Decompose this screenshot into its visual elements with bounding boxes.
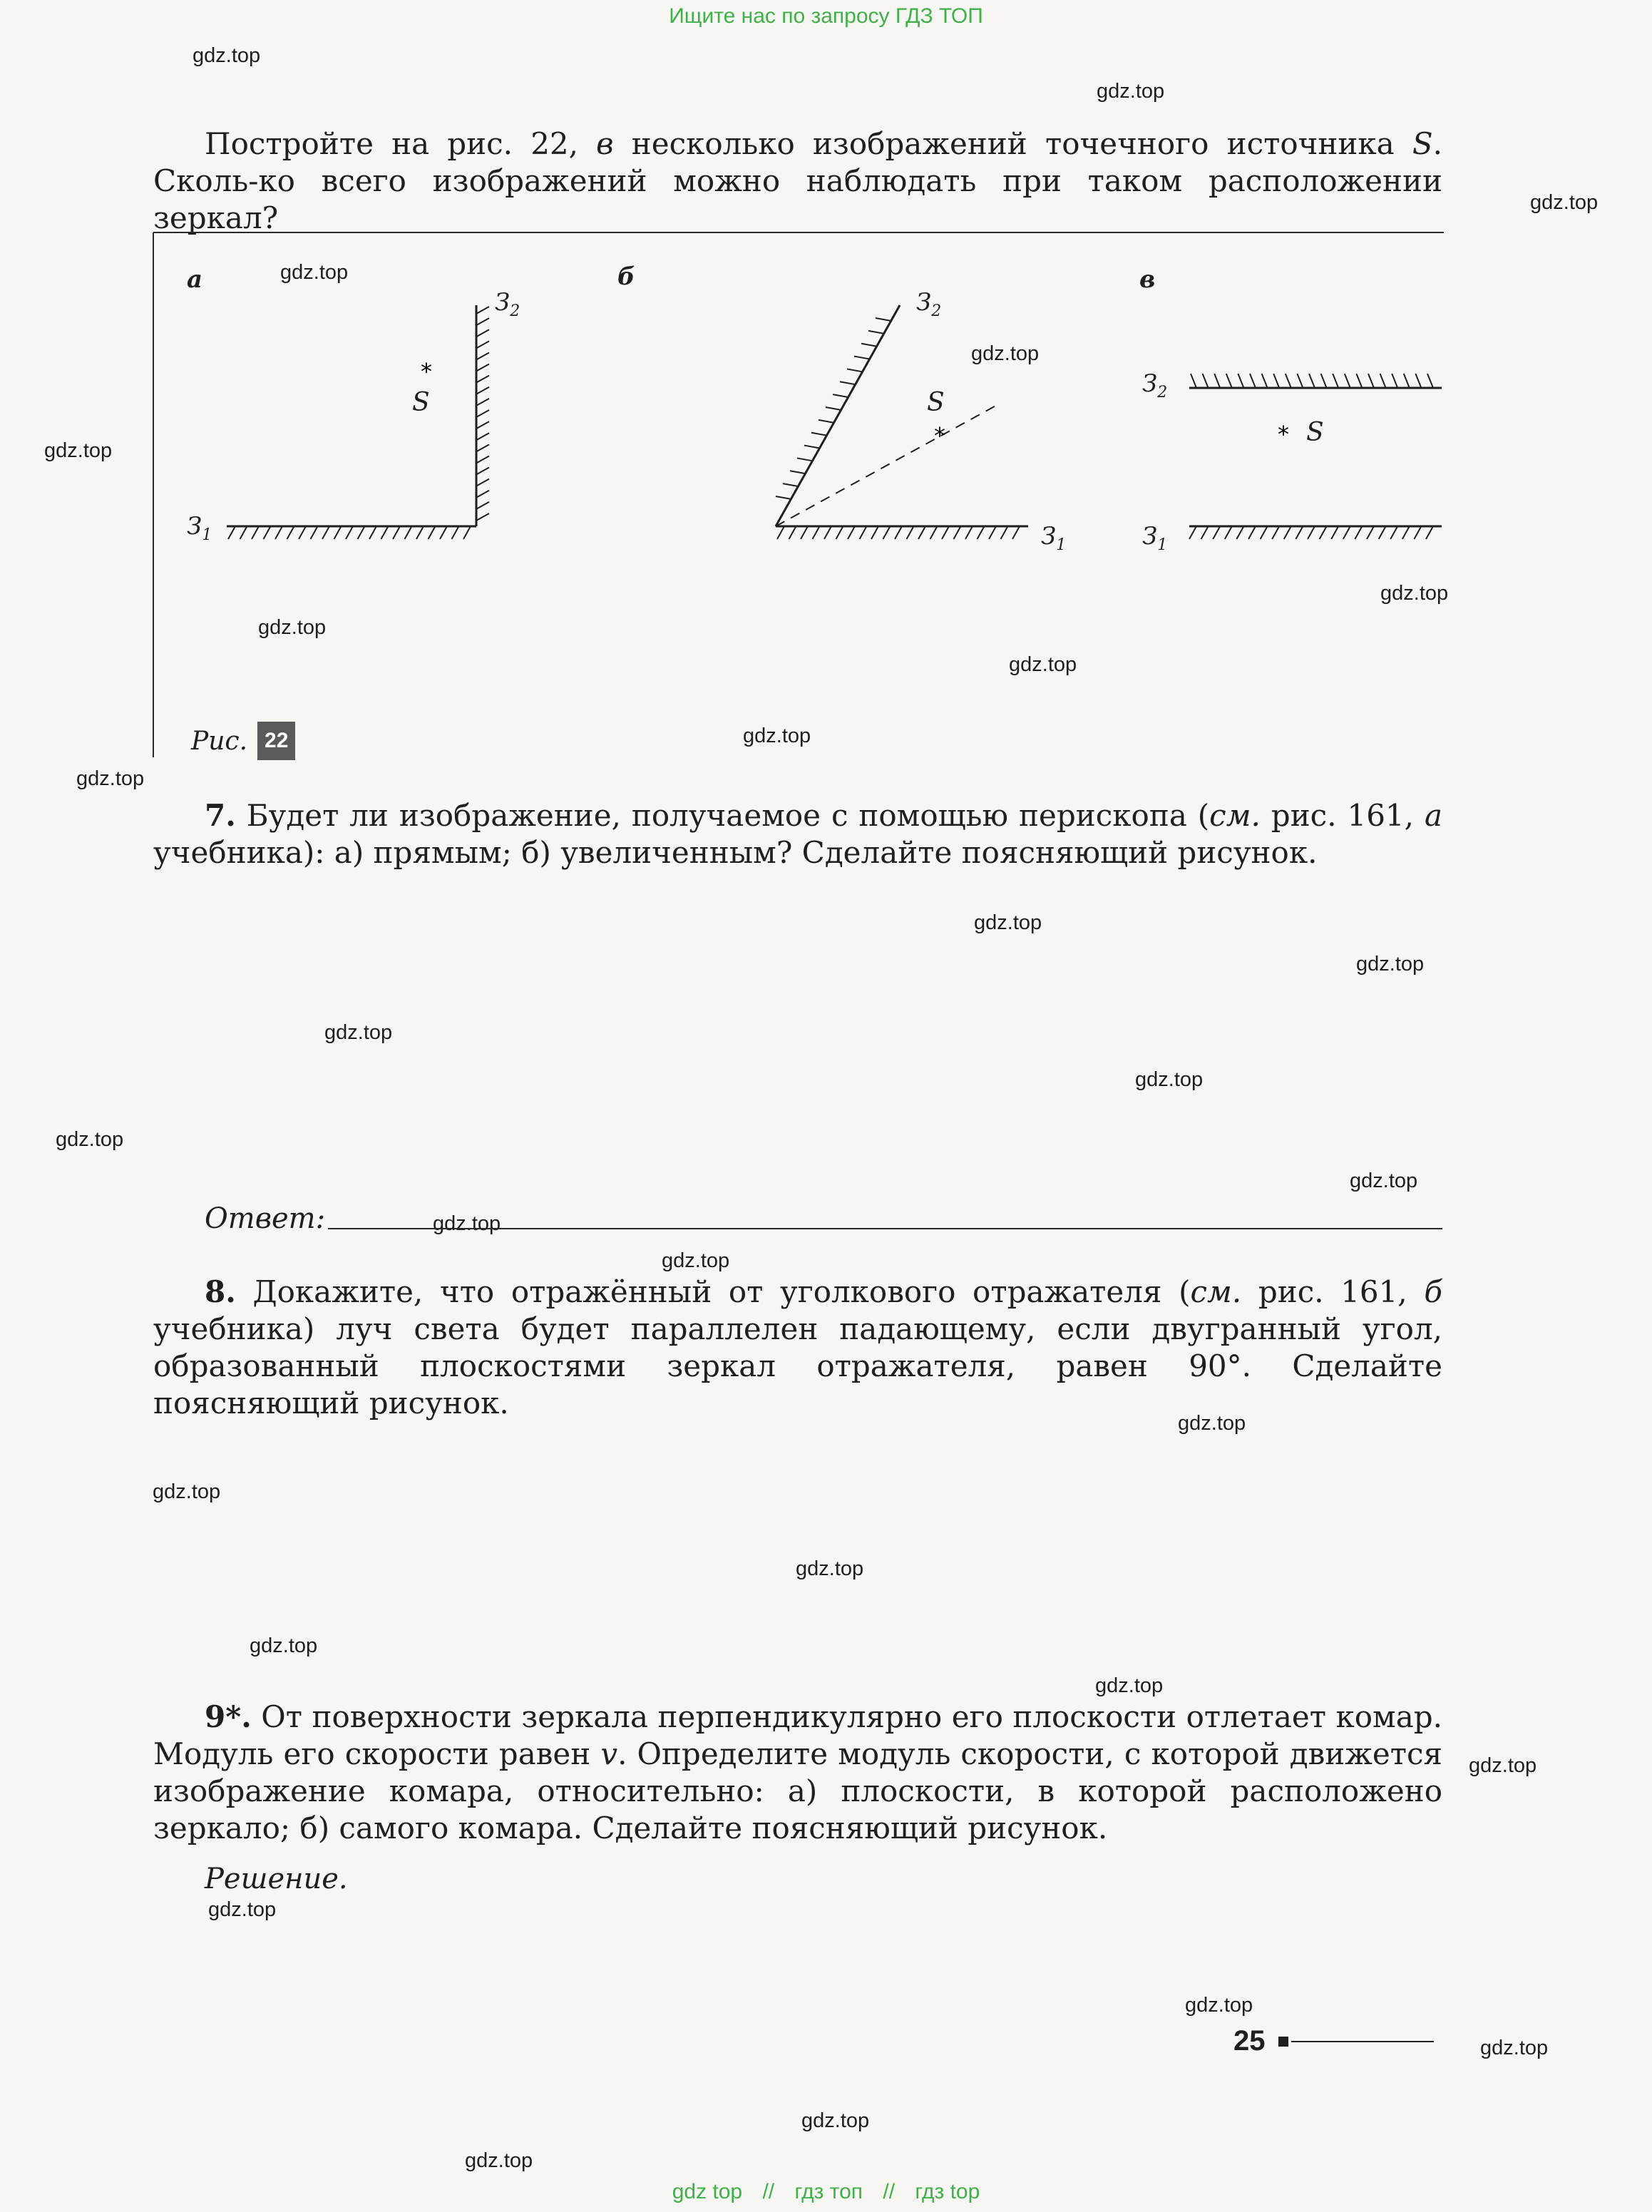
mirror-hatch	[1404, 374, 1410, 388]
mirror-hatch	[1213, 526, 1220, 539]
watermark: gdz.top	[801, 2109, 870, 2132]
mirror-hatch	[1238, 374, 1243, 388]
mirror-hatch	[1012, 526, 1020, 539]
page-number-block	[1233, 2025, 1434, 2057]
watermark: gdz.top	[1469, 1754, 1537, 1777]
answer-line[interactable]	[328, 1228, 1442, 1229]
mirror-hatch	[1320, 526, 1327, 539]
mirror-hatch	[1321, 374, 1327, 388]
watermark: gdz.top	[1095, 1674, 1164, 1697]
watermark: gdz.top	[258, 616, 327, 639]
mirror-hatch	[476, 479, 489, 486]
mirror-hatch	[801, 526, 808, 539]
mirror-hatch	[783, 483, 799, 486]
mirror-hatch	[476, 410, 489, 417]
mirror-hatch	[989, 526, 996, 539]
mirror-hatch	[1001, 526, 1008, 539]
watermark: gdz.top	[280, 261, 349, 284]
panel-a-mirrors	[227, 305, 476, 526]
mirror-hatch	[381, 526, 389, 539]
mirror-hatch	[1415, 374, 1421, 388]
watermark: gdz.top	[1097, 80, 1165, 103]
mirror-hatch	[824, 526, 831, 539]
mirror-hatch	[930, 526, 938, 539]
mirror-hatch	[848, 526, 855, 539]
mirror-hatch	[476, 364, 489, 372]
mirror-hatch	[476, 399, 489, 406]
mirror-hatch	[790, 471, 806, 473]
watermark: gdz.top	[56, 1128, 124, 1151]
mirror-hatch	[942, 526, 949, 539]
mirror-hatch	[334, 526, 342, 539]
mirror-hatch	[429, 526, 436, 539]
mirror-hatch	[1284, 526, 1291, 539]
mirror-hatch	[299, 526, 306, 539]
mirror-hatch	[1379, 526, 1386, 539]
mirror-hatch	[854, 357, 870, 359]
mirror-hatch	[1402, 526, 1410, 539]
mirror-label-a2: $З_2$	[495, 288, 520, 320]
mirror-hatch	[476, 468, 489, 475]
watermark: gdz.top	[324, 1021, 393, 1044]
watermark: gdz.top	[1380, 582, 1449, 605]
mirror-hatch	[1309, 374, 1315, 388]
watermark: gdz.top	[76, 767, 145, 790]
mirror-hatch	[1201, 526, 1209, 539]
watermark: gdz.top	[662, 1249, 730, 1272]
mirror-hatch	[322, 526, 329, 539]
mirror-hatch	[369, 526, 376, 539]
task-6-text: Постройте на рис. 22, в несколько изображений точечного источника S. Сколь-ко всего изображений можно наблюдать при таком расположении зеркал?	[153, 126, 1442, 235]
mirror-hatch	[476, 376, 489, 383]
mirror-hatch	[1250, 374, 1256, 388]
watermark: gdz.top	[1178, 1412, 1246, 1435]
mirror-hatch	[476, 352, 489, 359]
watermark: gdz.top	[250, 1634, 318, 1657]
mirror-hatch	[311, 526, 318, 539]
mirror-hatch	[476, 513, 489, 521]
mirror-hatch	[1308, 526, 1315, 539]
mirror-hatch	[1426, 526, 1433, 539]
mirror-hatch	[1333, 374, 1338, 388]
mirror-hatch	[416, 526, 424, 539]
mirror-hatch	[476, 491, 489, 498]
mirror-hatch	[1203, 374, 1209, 388]
watermark: gdz.top	[796, 1557, 864, 1580]
mirror-hatch	[476, 387, 489, 394]
mirror-hatch	[965, 526, 973, 539]
answer-label: Ответ:	[205, 1202, 326, 1235]
mirror-hatch	[860, 526, 867, 539]
mirror-hatch	[871, 526, 878, 539]
watermark: gdz.top	[153, 1480, 221, 1503]
mirror-hatch	[811, 433, 827, 436]
mirror-hatch	[1331, 526, 1338, 539]
mirror-hatch	[1189, 526, 1196, 539]
solution-label: Решение.	[205, 1863, 348, 1895]
mirror-hatch	[1226, 374, 1232, 388]
mirror-hatch	[476, 329, 489, 337]
watermark: gdz.top	[1480, 2037, 1549, 2059]
footer-link-1[interactable]: gdz top	[672, 2180, 743, 2203]
mirror-hatch	[907, 526, 914, 539]
footer-sep-2: //	[883, 2180, 896, 2203]
mirror-hatch	[463, 526, 471, 539]
watermark: gdz.top	[465, 2149, 533, 2172]
mirror-label-a1: $З_1$	[187, 512, 212, 544]
watermark: gdz.top	[1356, 953, 1425, 976]
mirror-hatch	[1390, 526, 1397, 539]
mirror-hatch	[1380, 374, 1386, 388]
mirror-hatch	[826, 407, 841, 410]
mirror-hatch	[1214, 374, 1220, 388]
mirror-hatch	[833, 394, 848, 397]
mirror-hatch	[1356, 374, 1362, 388]
mirror-hatch	[868, 331, 884, 334]
mirror-hatch	[1273, 374, 1279, 388]
mirror-hatch	[895, 526, 902, 539]
mirror-hatch	[287, 526, 294, 539]
mirror-hatch	[1297, 374, 1303, 388]
panel-label-v: в	[1139, 265, 1156, 294]
header-search-link[interactable]: Ищите нас по запросу ГДЗ ТОП	[669, 4, 983, 28]
mirror-hatch	[1355, 526, 1362, 539]
source-star-a: *	[421, 358, 432, 385]
mirror-hatch	[1286, 374, 1291, 388]
watermark: gdz.top	[1009, 653, 1077, 676]
mirror-hatch	[358, 526, 365, 539]
mirror-hatch	[1368, 374, 1374, 388]
watermark: gdz.top	[971, 342, 1040, 365]
footer-link-2[interactable]: гдз топ	[794, 2180, 863, 2203]
mirror-hatch	[440, 526, 447, 539]
mirror-hatch	[1191, 374, 1196, 388]
mirror-hatch	[476, 433, 489, 440]
panel-b-mirrors	[776, 305, 1028, 526]
watermark: gdz.top	[1185, 1994, 1253, 2017]
mirror-hatch	[452, 526, 459, 539]
mirror-hatch	[405, 526, 412, 539]
panel-label-a: а	[187, 265, 203, 294]
mirror-hatch	[776, 496, 791, 499]
mirror-hatch	[476, 421, 489, 429]
mirror-hatch	[1262, 374, 1268, 388]
page-number: 25	[1233, 2025, 1266, 2057]
source-label-v: S	[1306, 418, 1324, 447]
watermark: gdz.top	[193, 44, 261, 67]
mirror-hatch	[476, 502, 489, 509]
mirror-hatch	[1261, 526, 1268, 539]
caption-number: 22	[257, 722, 295, 760]
mirror-hatch	[476, 318, 489, 325]
mirror-hatch	[804, 446, 820, 449]
figure-22	[0, 0, 1652, 784]
mirror-hatch	[847, 369, 863, 372]
mirror-hatch	[978, 526, 985, 539]
mirror-hatch	[813, 526, 820, 539]
mirror-hatch	[1296, 526, 1303, 539]
mirror-hatch	[1427, 374, 1433, 388]
mirror-hatch	[264, 526, 271, 539]
page-number-square	[1278, 2037, 1288, 2047]
figure-caption	[191, 722, 295, 760]
mirror-hatch	[1414, 526, 1421, 539]
mirror-hatch	[876, 318, 891, 321]
mirror-hatch	[476, 307, 489, 314]
mirror-hatch	[228, 526, 235, 539]
mirror-hatch	[883, 526, 891, 539]
watermark: gdz.top	[44, 439, 113, 462]
watermark: gdz.top	[743, 724, 811, 747]
mirror-hatch	[836, 526, 843, 539]
mirror-hatch	[777, 526, 784, 539]
mirror-hatch	[393, 526, 400, 539]
mirror-hatch	[1236, 526, 1243, 539]
mirror-hatch	[346, 526, 353, 539]
mirror-hatch	[797, 458, 813, 461]
mirror-hatch	[1367, 526, 1374, 539]
mirror-hatch	[476, 456, 489, 463]
mirror-hatch	[840, 382, 856, 384]
mirror-label-v1: $З_1$	[1142, 522, 1168, 554]
mirror-hatch	[819, 420, 834, 423]
panel-v-mirrors	[1189, 388, 1442, 526]
watermark: gdz.top	[1135, 1068, 1204, 1091]
mirror-hatch	[918, 526, 925, 539]
mirror-hatch	[1345, 374, 1350, 388]
watermark: gdz.top	[208, 1898, 277, 1921]
task-7-text: 7. Будет ли изображение, получаемое с помощью перископа (см. рис. 161, а учебника): а) прямым; б) увеличенным? Сделайте поясняющий рисунок.	[153, 798, 1442, 870]
mirror-hatch	[275, 526, 282, 539]
figure-22-drawing	[0, 0, 1652, 784]
mirror-hatch	[1248, 526, 1256, 539]
source-star-v: *	[1278, 421, 1289, 448]
source-star-b: *	[934, 422, 945, 449]
mirror-hatch	[476, 444, 489, 451]
mirror-hatch	[789, 526, 796, 539]
mirror-hatch	[1272, 526, 1279, 539]
source-label-b: S	[927, 388, 945, 417]
source-label-a: S	[412, 388, 430, 417]
mirror-hatch	[1392, 374, 1397, 388]
footer-links	[0, 2180, 1652, 2204]
mirror-hatch	[476, 341, 489, 348]
watermark: gdz.top	[1350, 1169, 1418, 1192]
page-number-rule	[1291, 2041, 1434, 2042]
mirror-hatch	[1225, 526, 1232, 539]
mirror-label-v2: $З_2$	[1142, 369, 1168, 401]
mirror-label-b1: $З_1$	[1041, 522, 1067, 554]
panel-label-b: б	[617, 262, 635, 291]
task-9-text: 9*. От поверхности зеркала перпендикулярно его плоскости отлетает комар. Модуль его скорости равен v. Определите модуль скорости, с которой движется изображение комара, относительно: а) плоскости, в которой расположено зеркало; б) самого комара. Сделайте поясняющий рисунок.	[153, 1699, 1442, 1845]
mirror-hatch	[252, 526, 259, 539]
watermark: gdz.top	[1530, 191, 1599, 214]
mirror-hatch	[954, 526, 961, 539]
mirror-hatch	[240, 526, 247, 539]
mirror-label-b2: $З_2$	[916, 288, 942, 320]
footer-sep-1: //	[762, 2180, 775, 2203]
watermark: gdz.top	[433, 1212, 501, 1235]
caption-prefix: Рис.	[191, 726, 248, 756]
footer-link-3[interactable]: гдз top	[915, 2180, 980, 2203]
mirror-hatch	[1343, 526, 1350, 539]
mirror-hatch	[861, 344, 877, 347]
watermark: gdz.top	[974, 911, 1042, 934]
task-8-text: 8. Докажите, что отражённый от уголкового отражателя (см. рис. 161, б учебника) луч света будет параллелен падающему, если двугранный угол, образованный плоскостями зеркал отражателя, равен 90°. Сделайте поясняющий рисунок.	[153, 1274, 1443, 1420]
